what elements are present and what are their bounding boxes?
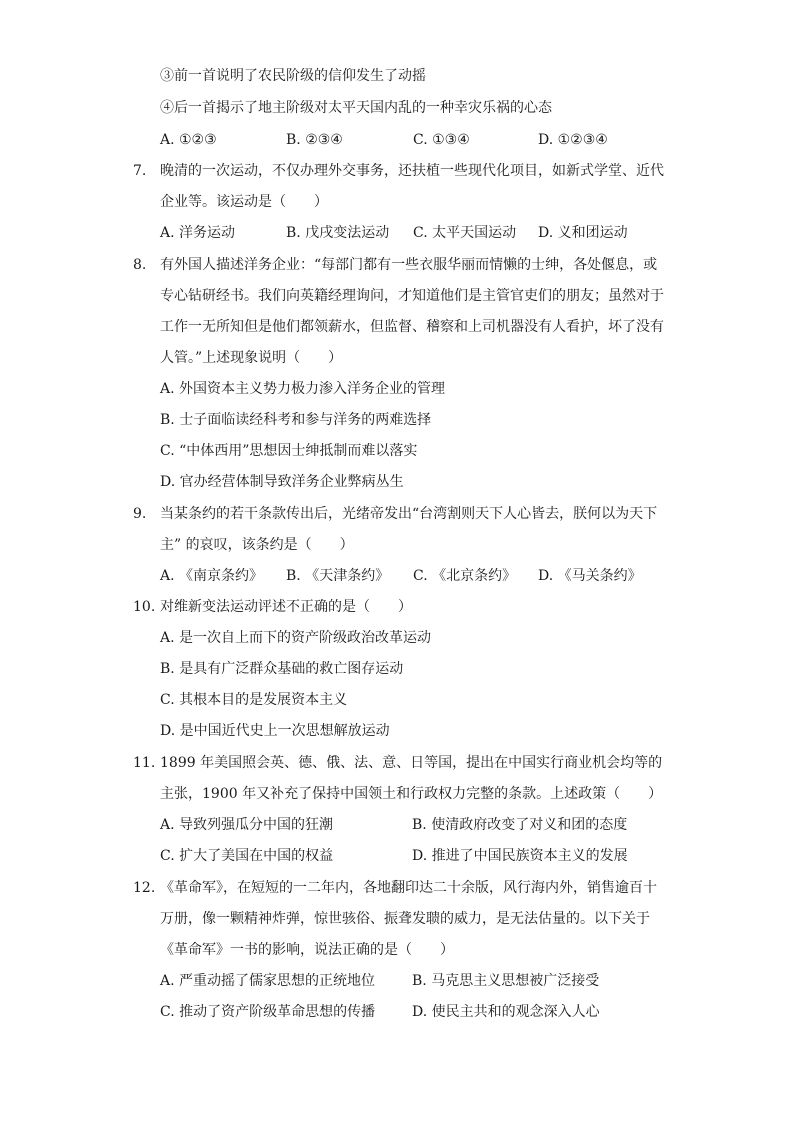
question-text-line: 工作一无所知但是他们都领薪水，但监督、稽察和上司机器没有人看护，坏了没有 (160, 319, 664, 335)
question-text-line: 专心钻研经书。我们向英籍经理询问，才知道他们是主管官吏们的朋友；虽然对于 (160, 288, 664, 304)
option-c: C. 太平天国运动 (413, 225, 517, 241)
option-c: C. ①③④ (413, 132, 470, 148)
option-b: B. 是具有广泛群众基础的救亡图存运动 (160, 661, 404, 677)
question-text-line: 万册，像一颗精神炸弹，惊世骇俗、振聋发聩的威力，是无法估量的。以下关于 (160, 911, 650, 927)
option-a: A. 洋务运动 (160, 225, 236, 241)
option-d: D. 义和团运动 (538, 225, 628, 241)
option-a: A. 是一次自上而下的资产阶级政治改革运动 (160, 630, 432, 646)
question-number: 12. (133, 880, 156, 896)
question-text-line: 对维新变法运动评述不正确的是（ ） (160, 599, 412, 615)
question-text-line: 主” 的哀叹，该条约是（ ） (160, 537, 354, 553)
option-d: D. 是中国近代史上一次思想解放运动 (160, 723, 390, 739)
option-a: A. 导致列强瓜分中国的狂潮 (160, 817, 334, 833)
option-c: C. 其根本目的是发展资本主义 (160, 692, 348, 708)
question-number: 8. (133, 257, 147, 273)
option-a: A. ①②③ (160, 132, 217, 148)
option-d: D. 《马关条约》 (538, 568, 642, 584)
question-text-line: 人管。”上述现象说明（ ） (160, 350, 343, 366)
question-number: 7. (133, 163, 147, 179)
question-text-line: 《革命军》，在短短的一二年内，各地翻印达二十余版，风行海内外，销售逾百十 (160, 880, 657, 896)
question-text-line: 有外国人描述洋务企业：“每部门都有一些衣服华丽而情懒的士绅，各处偃息，或 (160, 257, 658, 273)
statement-4: ④后一首揭示了地主阶级对太平天国内乱的一种幸灾乐祸的心态 (160, 100, 552, 116)
option-d: D. 使民主共和的观念深入人心 (412, 1004, 600, 1020)
option-c: C. 《北京条约》 (413, 568, 517, 584)
option-c: C. “中体西用”思想因士绅抵制而难以落实 (160, 443, 418, 459)
question-number: 11. (133, 755, 156, 771)
option-b: B. 士子面临读经科考和参与洋务的两难选择 (160, 412, 432, 428)
question-text-line: 1899 年美国照会英、德、俄、法、意、日等国，提出在中国实行商业机会均等的 (160, 755, 663, 771)
question-text-line: 企业等。该运动是（ ） (160, 194, 328, 210)
option-b: B. 戊戌变法运动 (286, 225, 390, 241)
option-b: B. 马克思主义思想被广泛接受 (412, 973, 600, 989)
statement-3: ③前一首说明了农民阶级的信仰发生了动摇 (160, 68, 426, 84)
option-b: B. 使清政府改变了对义和团的态度 (412, 817, 628, 833)
question-text-line: 主张，1900 年又补充了保持中国领土和行政权力完整的条款。上述政策（ ） (160, 786, 663, 802)
question-text-line: 晚清的一次运动，不仅办理外交事务，还扶植一些现代化项目，如新式学堂、近代 (160, 163, 664, 179)
option-b: B. 《天津条约》 (286, 568, 390, 584)
option-a: A. 《南京条约》 (160, 568, 264, 584)
question-number: 9. (133, 506, 147, 522)
question-text-line: 《革命军》一书的影响，说法正确的是（ ） (160, 942, 454, 958)
option-d: D. ①②③④ (538, 132, 608, 148)
option-a: A. 严重动摇了儒家思想的正统地位 (160, 973, 376, 989)
option-d: D. 官办经营体制导致洋务企业弊病丛生 (160, 474, 404, 490)
question-number: 10. (133, 599, 156, 615)
option-d: D. 推进了中国民族资本主义的发展 (412, 848, 628, 864)
option-c: C. 推动了资产阶级革命思想的传播 (160, 1004, 376, 1020)
option-a: A. 外国资本主义势力极力渗入洋务企业的管理 (160, 381, 446, 397)
option-c: C. 扩大了美国在中国的权益 (160, 848, 334, 864)
option-b: B. ②③④ (286, 132, 343, 148)
question-text-line: 当某条约的若干条款传出后，光绪帝发出“台湾割则天下人心皆去，朕何以为天下 (160, 506, 658, 522)
